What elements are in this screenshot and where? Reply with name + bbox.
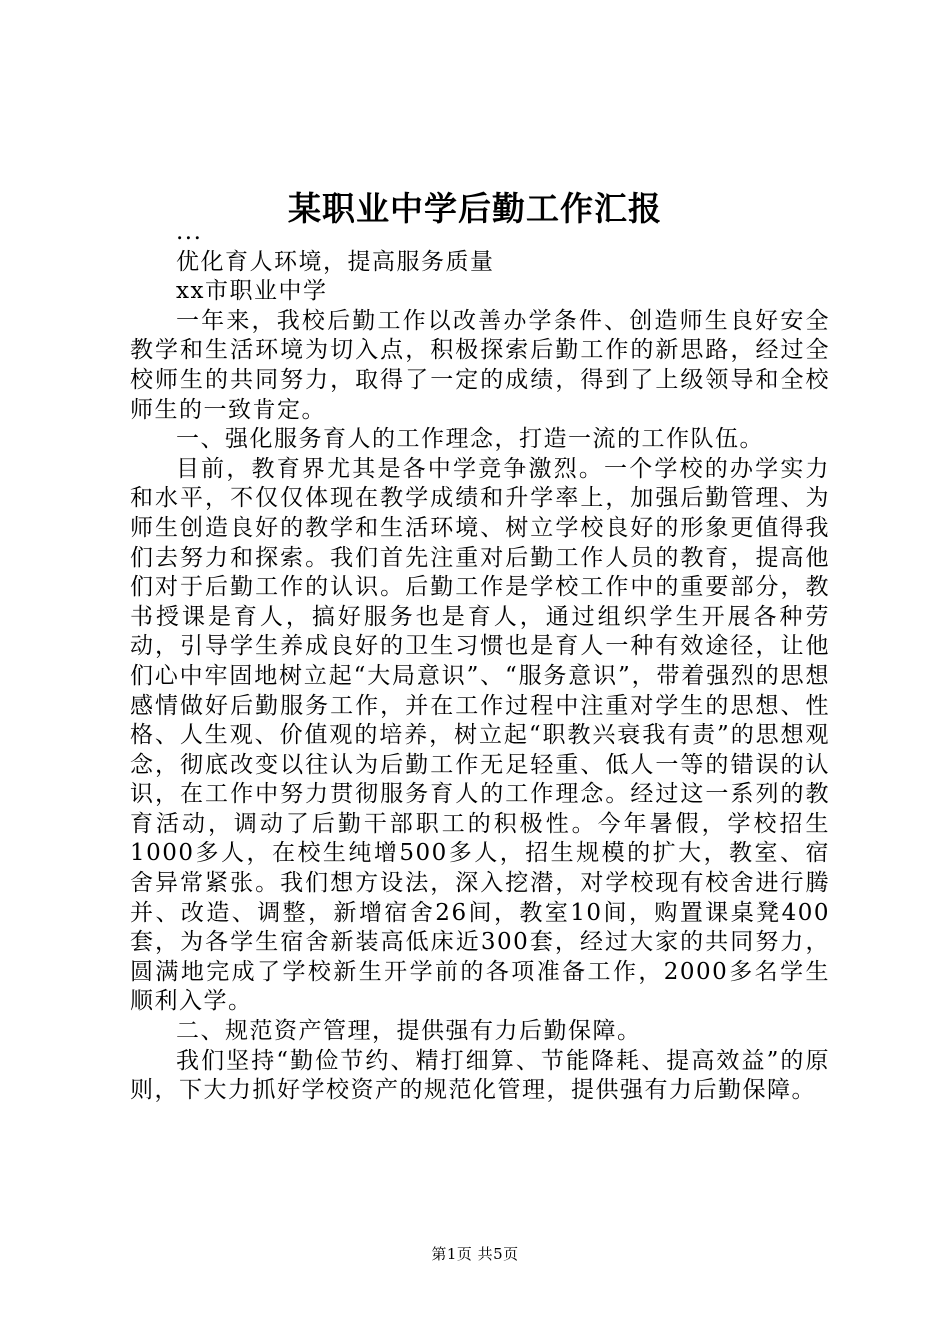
document-body (130, 218, 830, 1106)
ellipsis-line: ... (176, 219, 203, 245)
subtitle: 优化育人环境，提高服务质量 (176, 248, 495, 275)
section-2-paragraph: 我们坚持“勤俭节约、精打细算、节能降耗、提高效益”的原则，下大力抓好学校资产的规范化管理，提供强有力后勤保障。 (130, 1047, 830, 1104)
section-heading-2: 二、规范资产管理，提供强有力后勤保障。 (176, 1018, 642, 1045)
document-title: 某职业中学后勤工作汇报 (288, 189, 662, 228)
organization-name: xx市职业中学 (176, 278, 328, 305)
section-1-paragraph: 目前，教育界尤其是各中学竞争激烈。一个学校的办学实力和水平，不仅仅体现在教学成绩和升学率上，加强后勤管理、为师生创造良好的教学和生活环境、树立学校良好的形象更值得我们去努力和探索。我们首先注重对后勤工作人员的教育，提高他们对于后勤工作的认识。后勤工作是学校工作中的重要部分，教书授课是育人，搞好服务也是育人，通过组织学生开展各种劳动，引导学生养成良好的卫生习惯也是育人一种有效途径，让他们心中牢固地树立起“大局意识”、“服务意识”，带着强烈的思想感情做好后勤服务工作，并在工作过程中注重对学生的思想、性格、人生观、价值观的培养，树立起“职教兴衰我有责”的思想观念，彻底改变以往认为后勤工作无足轻重、低人一等的错误的认识，在工作中努力贯彻服务育人的工作理念。经过这一系列的教育活动，调动了后勤干部职工的积极性。今年暑假，学校招生1000多人，在校生纯增500多人，招生规模的扩大，教室、宿舍异常紧张。我们想方设法，深入挖潜，对学校现有校舍进行腾并、改造、调整，新增宿舍26间，教室10间，购置课桌凳400套，为各学生宿舍新装高低床近300套，经过大家的共同努力，圆满地完成了学校新生开学前的各项准备工作，2000多名学生顺利入学。 (130, 455, 830, 1015)
intro-paragraph: 一年来，我校后勤工作以改善办学条件、创造师生良好安全教学和生活环境为切入点，积极探索后勤工作的新思路，经过全校师生的共同努力，取得了一定的成绩，得到了上级领导和全校师生的一致肯定。 (130, 307, 830, 423)
section-heading-1: 一、强化服务育人的工作理念，打造一流的工作队伍。 (176, 426, 764, 453)
page-footer: 第1页 共5页 (431, 1245, 519, 1263)
